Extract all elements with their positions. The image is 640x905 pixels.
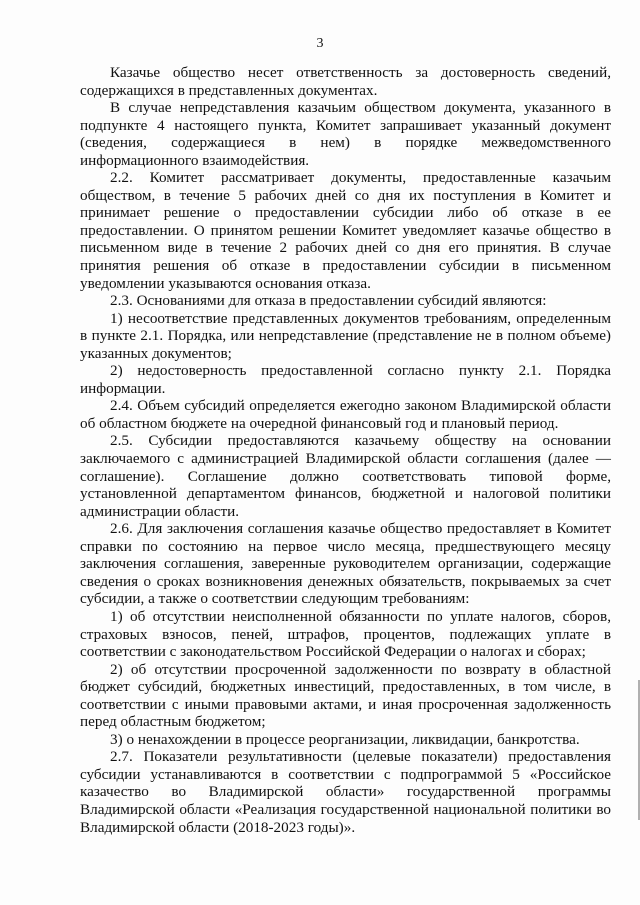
paragraph: 2) об отсутствии просроченной задолженности по возврату в областной бюджет субсидий, бюджетных инвестиций, предоставленных, в том числе, в соответствии с иными правовыми актами, и иная просроченная задолженность перед областным бюджетом; bbox=[80, 660, 611, 731]
paragraph: 3) о ненахождении в процессе реорганизации, ликвидации, банкротства. bbox=[110, 730, 580, 748]
paragraph: 2.6. Для заключения соглашения казачье общество предоставляет в Комитет справки по состоянию на первое число месяца, предшествующего месяцу заключения соглашения, заверенные руководителем организации, содержащие сведения о сроках возникновения денежных обязательств, покрываемых за счет субсидии, а также о соответствии следующим требованиям: bbox=[80, 520, 611, 608]
paragraph: Казачье общество несет ответственность за достоверность сведений, содержащихся в представленных документах. bbox=[80, 64, 611, 99]
paragraph: В случае непредставления казачьим обществом документа, указанного в подпункте 4 настоящего пункта, Комитет запрашивает указанный документ (сведения, содержащиеся в нем) в порядке межведомственного информационного взаимодействия. bbox=[80, 99, 611, 169]
paragraph: 1) несоответствие представленных документов требованиям, определенным в пункте 2.1. Порядка, или непредставление (представление не в полном объеме) указанных документов; bbox=[80, 309, 611, 362]
paragraph: 2.2. Комитет рассматривает документы, предоставленные казачьим обществом, в течение 5 рабочих дней со дня их поступления в Комитет и принимает решение о предоставлении субсидии либо об отказе в ее предоставлении. О принятом решении Комитет уведомляет казачье общество в письменном виде в течение 2 рабочих дней со дня его принятия. В случае принятия решения об отказе в предоставлении субсидии в письменном уведомлении указываются основания отказа. bbox=[80, 169, 611, 292]
paragraph: 2.4. Объем субсидий определяется ежегодно законом Владимирской области об областном бюджете на очередной финансовый год и плановый период. bbox=[80, 397, 611, 432]
paragraph: 2) недостоверность предоставленной согласно пункту 2.1. Порядка информации. bbox=[80, 362, 611, 397]
paragraph: 2.7. Показатели результативности (целевые показатели) предоставления субсидии устанавливаются в соответствии с подпрограммой 5 «Российское казачество во Владимирской области» государственной программы Владимирской области «Реализация государственной национальной политики во Владимирской области (2018-2023 годы)». bbox=[80, 748, 611, 836]
paragraph: 1) об отсутствии неисполненной обязанности по уплате налогов, сборов, страховых взносов, пеней, штрафов, процентов, подлежащих уплате в соответствии с законодательством Российской Федерации о налогах и сборах; bbox=[80, 607, 611, 661]
paragraph: 2.5. Субсидии предоставляются казачьему обществу на основании заключаемого с администрацией Владимирской области соглашения (далее — соглашение). Соглашение должно соответствовать типовой форме, установленной департаментом финансов, бюджетной и налоговой политики администрации области. bbox=[80, 432, 611, 520]
document-body bbox=[80, 64, 611, 836]
page-number: 3 bbox=[316, 36, 324, 51]
paragraph: 2.3. Основаниями для отказа в предоставлении субсидий являются: bbox=[110, 292, 547, 310]
